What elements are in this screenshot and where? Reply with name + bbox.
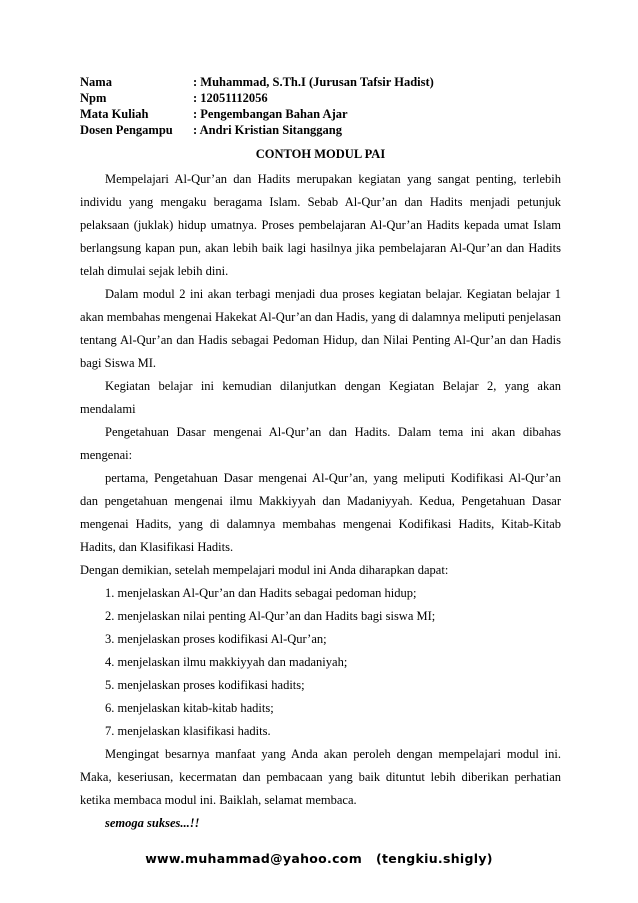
paragraph-2: Dalam modul 2 ini akan terbagi menjadi dua proses kegiatan belajar. Kegiatan belajar 1 akan membahas mengenai Hakekat Al-Qur’an dan Hadis, yang di dalamnya meliputi penjelasan tentang Al-Qur’an dan Hadis sebagai Pedoman Hidup, dan Nilai Penting Al-Qur’an dan Hadis bagi Siswa MI. [80, 287, 561, 370]
paragraph-5: pertama, Pengetahuan Dasar mengenai Al-Qur’an, yang meliputi Kodifikasi Al-Qur’an dan pengetahuan mengenai ilmu Makkiyyah dan Madaniyyah. Kedua, Pengetahuan Dasar mengenai Hadits, yang di dalamnya membahas mengenai Kodifikasi Hadits, Kitab-Kitab Hadits, dan Klasifikasi Hadits. [80, 471, 561, 554]
paragraph-7: Mengingat besarnya manfaat yang Anda akan peroleh dengan mempelajari modul ini. Maka, keseriusan, kecermatan dan pembacaan yang baik dituntut lebih diberikan perhatian ketika membaca modul ini. Baiklah, selamat membaca. [80, 747, 561, 807]
info-label: Nama [80, 75, 112, 89]
list-item: 6. menjelaskan kitab-kitab hadits; [105, 701, 274, 715]
list-item: 2. menjelaskan nilai penting Al-Qur’an dan Hadits bagi siswa MI; [105, 609, 436, 623]
footer-handle: (tengkiu.shigly) [376, 851, 493, 866]
list-item: 4. menjelaskan ilmu makkiyyah dan madaniyah; [105, 655, 348, 669]
document-body [80, 168, 561, 835]
document-page [80, 74, 561, 835]
paragraph-4: Pengetahuan Dasar mengenai Al-Qur’an dan Hadits. Dalam tema ini akan dibahas mengenai: [80, 425, 561, 462]
info-value: : Andri Kristian Sitanggang [193, 123, 342, 137]
list-item: 1. menjelaskan Al-Qur’an dan Hadits sebagai pedoman hidup; [105, 586, 417, 600]
document-title: CONTOH MODUL PAI [255, 147, 386, 161]
info-value: : Muhammad, S.Th.I (Jurusan Tafsir Hadist) [193, 75, 434, 89]
info-label: Mata Kuliah [80, 107, 149, 121]
info-value: : Pengembangan Bahan Ajar [193, 107, 348, 121]
footer [0, 851, 638, 866]
info-block [80, 74, 561, 138]
objectives-list [80, 582, 561, 743]
info-row-npm [80, 90, 561, 106]
paragraph-6: Dengan demikian, setelah mempelajari modul ini Anda diharapkan dapat: [80, 563, 449, 577]
info-value: : 12051112056 [193, 91, 268, 105]
info-label: Npm [80, 91, 107, 105]
closing-text: semoga sukses...!! [105, 816, 200, 830]
list-item: 3. menjelaskan proses kodifikasi Al-Qur’an; [105, 632, 327, 646]
info-row-dosen-pengampu [80, 122, 561, 138]
info-row-mata-kuliah [80, 106, 561, 122]
list-item: 5. menjelaskan proses kodifikasi hadits; [105, 678, 305, 692]
info-row-nama [80, 74, 561, 90]
paragraph-1: Mempelajari Al-Qur’an dan Hadits merupakan kegiatan yang sangat penting, terlebih individu yang mengaku beragama Islam. Sebab Al-Qur’an dan Hadits menjadi petunjuk pelaksaan (juklak) hidup umatnya. Proses pembelajaran Al-Qur’an Hadits kepada umat Islam berlangsung kapan pun, akan lebih baik lagi hasilnya jika pembelajaran Al-Qur’an dan Hadits telah dimulai sejak lebih dini. [80, 172, 561, 278]
info-label: Dosen Pengampu [80, 123, 173, 137]
footer-email: www.muhammad@yahoo.com [145, 851, 363, 866]
list-item: 7. menjelaskan klasifikasi hadits. [105, 724, 271, 738]
paragraph-3: Kegiatan belajar ini kemudian dilanjutkan dengan Kegiatan Belajar 2, yang akan mendalami [80, 379, 561, 416]
